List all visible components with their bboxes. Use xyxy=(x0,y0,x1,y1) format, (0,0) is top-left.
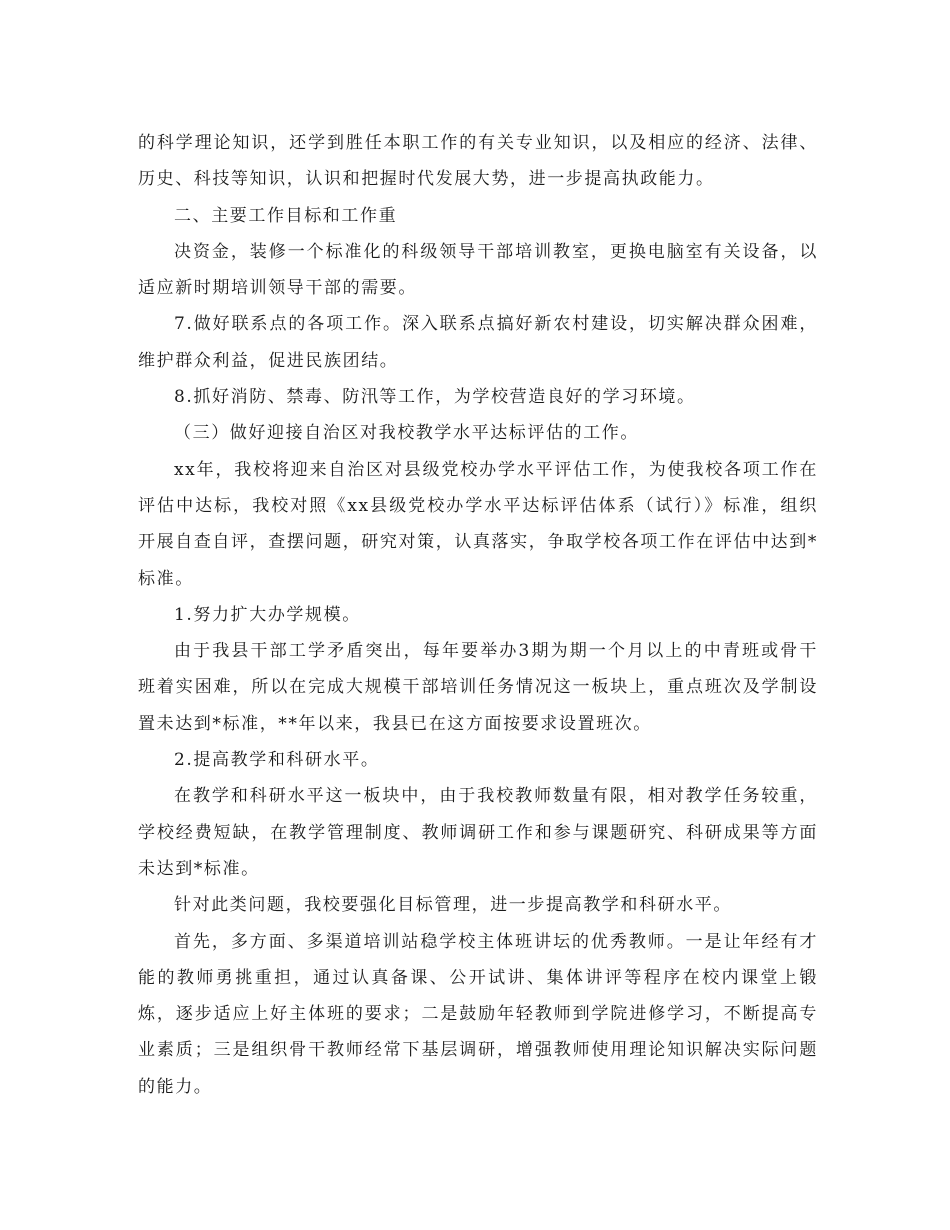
paragraph-3: 决资金，装修一个标准化的科级领导干部培训教室，更换电脑室有关设备，以适应新时期培训领导干部的需要。 xyxy=(138,241,818,299)
paragraph-9: 由于我县干部工学矛盾突出，每年要举办3期为期一个月以上的中青班或骨干班着实困难，所以在完成大规模干部培训任务情况这一板块上，重点班次及学制设置未达到*标准，**年以来，我县已在这方面按要求设置班次。 xyxy=(138,641,818,734)
section-heading-main-goals: 二、主要工作目标和工作重 xyxy=(174,205,398,226)
paragraph-12: 针对此类问题，我校要强化目标管理，进一步提高教学和科研水平。 xyxy=(174,895,732,916)
paragraph-1: 的科学理论知识，还学到胜任本职工作的有关专业知识，以及相应的经济、法律、历史、科技等知识，认识和把握时代发展大势，进一步提高执政能力。 xyxy=(138,133,818,190)
list-item-1-heading: 1.努力扩大办学规模。 xyxy=(174,604,361,625)
paragraph-11: 在教学和科研水平这一板块中，由于我校教师数量有限，相对教学任务较重，学校经费短缺，在教学管理制度、教师调研工作和参与课题研究、科研成果等方面未达到*标准。 xyxy=(138,786,818,879)
paragraph-13: 首先，多方面、多渠道培训站稳学校主体班讲坛的优秀教师。一是让年经有才能的教师勇挑重担，通过认真备课、公开试讲、集体讲评等程序在校内课堂上锻炼，逐步适应上好主体班的要求；二是鼓励年轻教师到学院进修学习，不断提高专业素质；三是组织骨干教师经常下基层调研，增强教师使用理论知识解决实际问题的能力。 xyxy=(138,931,818,1097)
document-body xyxy=(138,125,818,1105)
subsection-heading-3: （三）做好迎接自治区对我校教学水平达标评估的工作。 xyxy=(174,423,639,444)
list-item-7: 7.做好联系点的各项工作。深入联系点搞好新农村建设，切实解决群众困难，维护群众利益，促进民族团结。 xyxy=(138,314,818,371)
list-item-8: 8.抓好消防、禁毒、防汛等工作，为学校营造良好的学习环境。 xyxy=(174,387,696,408)
paragraph-7: xx年，我校将迎来自治区对县级党校办学水平评估工作，为使我校各项工作在评估中达标，我校对照《xx县级党校办学水平达标评估体系（试行）》标准，组织开展自查自评，查摆问题，研究对策，认真落实，争取学校各项工作在评估中达到*标准。 xyxy=(138,459,818,589)
list-item-2-heading: 2.提高教学和科研水平。 xyxy=(174,750,380,771)
